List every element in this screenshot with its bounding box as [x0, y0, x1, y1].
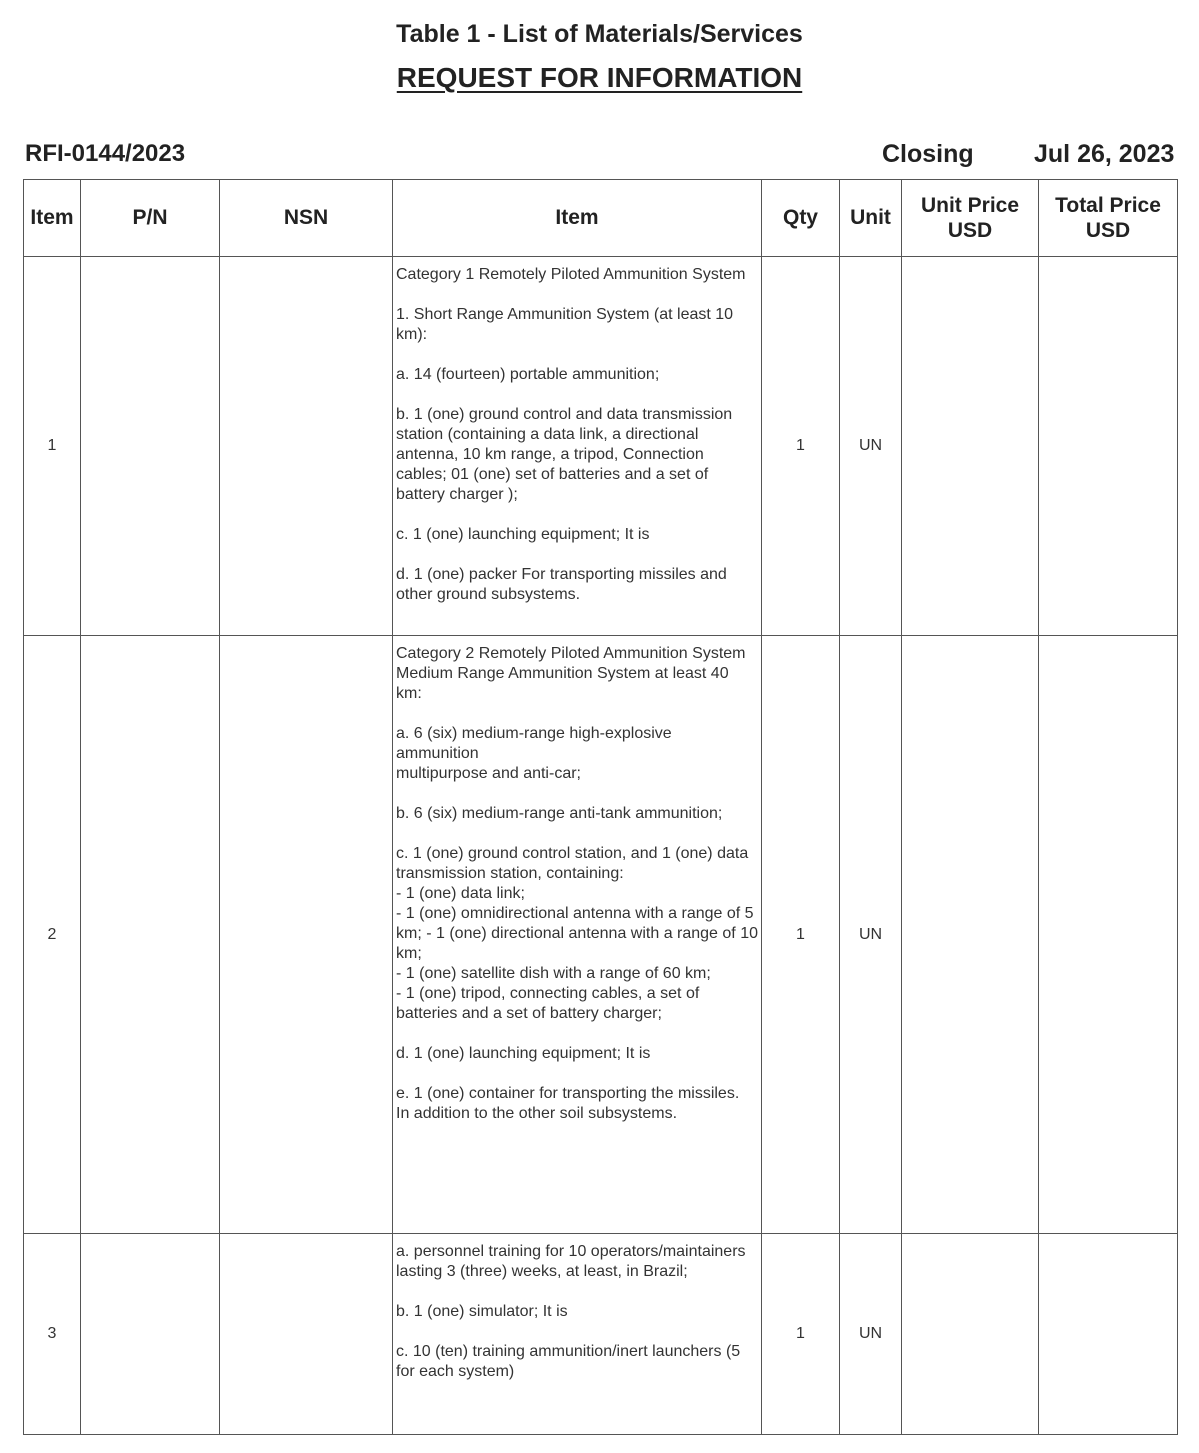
description-line: - 1 (one) tripod, connecting cables, a set of batteries and a set of battery charger;	[396, 985, 700, 1022]
description-paragraph	[396, 565, 758, 605]
cell-unit-price	[902, 1234, 1039, 1435]
description-line: a. 14 (fourteen) portable ammunition;	[396, 366, 660, 383]
description-paragraph	[396, 644, 758, 704]
table-header-row	[24, 180, 1178, 257]
cell-description	[393, 636, 762, 1234]
description-paragraph	[396, 1084, 758, 1124]
description-line: multipurpose and anti-car;	[396, 765, 581, 782]
header-pn: P/N	[81, 180, 220, 257]
header-unit-price-line1: Unit Price	[920, 193, 1020, 217]
table-row	[24, 257, 1178, 636]
description-line: - 1 (one) data link;	[396, 885, 525, 902]
header-item: Item	[24, 180, 81, 257]
closing-label: Closing	[882, 140, 974, 168]
closing-date: Jul 26, 2023	[1034, 140, 1175, 168]
cell-unit: UN	[840, 636, 902, 1234]
cell-pn	[81, 636, 220, 1234]
description-paragraph	[396, 1302, 758, 1322]
description-line: 1. Short Range Ammunition System (at least 10 km):	[396, 306, 734, 343]
cell-item: 2	[24, 636, 81, 1234]
description-paragraph	[396, 405, 758, 505]
cell-total-price	[1039, 257, 1178, 636]
description-line: d. 1 (one) packer For transporting missiles and other ground subsystems.	[396, 566, 727, 603]
materials-table	[23, 179, 1178, 1435]
description-line: d. 1 (one) launching equipment; It is	[396, 1045, 651, 1062]
description-line: - 1 (one) satellite dish with a range of 60 km;	[396, 965, 711, 982]
cell-description	[393, 1234, 762, 1435]
document-title: Table 1 - List of Materials/Services	[396, 20, 803, 48]
description-paragraph	[396, 724, 758, 784]
cell-unit-price	[902, 636, 1039, 1234]
description-paragraph	[396, 365, 758, 385]
table-body	[24, 257, 1178, 1435]
header-nsn: NSN	[220, 180, 393, 257]
cell-qty: 1	[762, 257, 840, 636]
description-paragraph	[396, 1342, 758, 1382]
cell-nsn	[220, 636, 393, 1234]
table-row	[24, 1234, 1178, 1435]
description-paragraph	[396, 1044, 758, 1064]
description-line: In addition to the other soil subsystems.	[396, 1105, 678, 1122]
document-subtitle	[0, 62, 1199, 94]
cell-unit: UN	[840, 1234, 902, 1435]
description-line: b. 1 (one) ground control and data transmission station (containing a data link, a directional antenna, 10 km range, a tripod, Connection cables; 01 (one) set of batteries and a set of battery charger );	[396, 406, 733, 503]
description-line: - 1 (one) omnidirectional antenna with a range of 5 km; - 1 (one) directional antenna with a range of 10 km;	[396, 905, 758, 962]
description-line: b. 6 (six) medium-range anti-tank ammunition;	[396, 805, 723, 822]
description-paragraph	[396, 305, 758, 345]
cell-nsn	[220, 257, 393, 636]
description-line: c. 10 (ten) training ammunition/inert launchers (5 for each system)	[396, 1343, 741, 1380]
header-total-price-line1: Total Price	[1055, 193, 1161, 217]
header-total-price	[1039, 180, 1178, 257]
description-line: c. 1 (one) ground control station, and 1 (one) data transmission station, containing:	[396, 845, 749, 882]
cell-item: 3	[24, 1234, 81, 1435]
subtitle-text: REQUEST FOR INFORMATION	[396, 62, 803, 93]
cell-qty: 1	[762, 1234, 840, 1435]
description-line: a. personnel training for 10 operators/maintainers lasting 3 (three) weeks, at least, in Brazil;	[396, 1243, 746, 1280]
description-paragraph	[396, 804, 758, 824]
cell-pn	[81, 1234, 220, 1435]
rfi-number: RFI-0144/2023	[25, 140, 186, 167]
description-paragraph	[396, 1242, 758, 1282]
description-line: c. 1 (one) launching equipment; It is	[396, 526, 650, 543]
cell-unit-price	[902, 257, 1039, 636]
description-line: b. 1 (one) simulator; It is	[396, 1303, 568, 1320]
description-line: Category 2 Remotely Piloted Ammunition System	[396, 645, 746, 662]
header-qty: Qty	[762, 180, 840, 257]
description-line: Medium Range Ammunition System at least 40 km:	[396, 665, 729, 702]
cell-nsn	[220, 1234, 393, 1435]
table-row	[24, 636, 1178, 1234]
description-paragraph	[396, 525, 758, 545]
cell-item: 1	[24, 257, 81, 636]
cell-description	[393, 257, 762, 636]
description-paragraph	[396, 844, 758, 1024]
description-line: Category 1 Remotely Piloted Ammunition System	[396, 266, 746, 283]
cell-pn	[81, 257, 220, 636]
header-unit-price-line2: USD	[947, 219, 993, 242]
header-description: Item	[393, 180, 762, 257]
header-unit-price	[902, 180, 1039, 257]
description-paragraph	[396, 265, 758, 285]
cell-qty: 1	[762, 636, 840, 1234]
header-unit: Unit	[840, 180, 902, 257]
cell-total-price	[1039, 636, 1178, 1234]
header-total-price-line2: USD	[1085, 219, 1131, 242]
cell-total-price	[1039, 1234, 1178, 1435]
description-line: e. 1 (one) container for transporting the missiles.	[396, 1085, 740, 1102]
cell-unit: UN	[840, 257, 902, 636]
description-line: a. 6 (six) medium-range high-explosive ammunition	[396, 725, 672, 762]
